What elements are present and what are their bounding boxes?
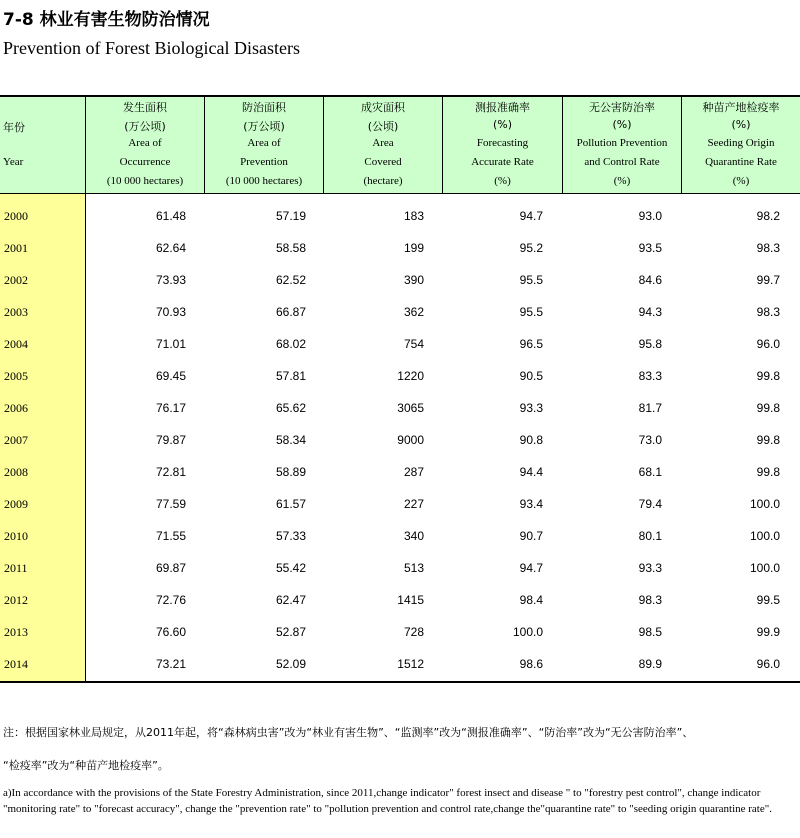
column-header-line: 无公害防治率 — [589, 101, 655, 114]
table-row — [0, 420, 800, 452]
column-header-4 — [442, 97, 562, 193]
value-cell: 98.3 — [756, 241, 780, 255]
value-cell: 73.0 — [638, 433, 662, 447]
value-cell: 68.02 — [275, 337, 306, 351]
value-cell: 94.7 — [519, 561, 543, 575]
value-cell: 61.57 — [275, 497, 306, 511]
column-header-line: (万公顷) — [124, 120, 166, 133]
value-cell: 98.5 — [638, 625, 662, 639]
column-header-line: 成灾面积 — [361, 101, 405, 114]
value-cell: 99.5 — [756, 593, 780, 607]
value-cell: 1512 — [397, 657, 424, 671]
column-header-line: (万公顷) — [243, 120, 285, 133]
table-row — [0, 612, 800, 644]
value-cell: 93.3 — [638, 561, 662, 575]
table-row — [0, 548, 800, 580]
value-cell: 57.19 — [275, 209, 306, 223]
value-cell: 93.0 — [638, 209, 662, 223]
value-cell: 69.45 — [155, 369, 186, 383]
value-cell: 1415 — [397, 593, 424, 607]
column-header-line: Seeding Origin — [707, 137, 775, 149]
table-row — [0, 324, 800, 356]
column-header-line: Area — [372, 137, 394, 149]
year-header-cn: 年份 — [3, 121, 25, 134]
value-cell: 95.8 — [638, 337, 662, 351]
value-cell: 390 — [403, 273, 424, 287]
value-cell: 340 — [403, 529, 424, 543]
column-header-line: (%) — [732, 175, 750, 187]
value-cell: 90.7 — [519, 529, 543, 543]
value-cell: 90.8 — [519, 433, 543, 447]
column-header-line: 防治面积 — [242, 101, 286, 114]
column-header-3 — [323, 97, 442, 193]
column-header-line: Quarantine Rate — [705, 156, 777, 168]
value-cell: 99.8 — [756, 369, 780, 383]
value-cell: 68.1 — [638, 465, 662, 479]
value-cell: 57.33 — [275, 529, 306, 543]
value-cell: 58.58 — [275, 241, 306, 255]
table-row — [0, 260, 800, 292]
value-cell: 70.93 — [155, 305, 186, 319]
value-cell: 52.87 — [275, 625, 306, 639]
column-header-line: (%) — [494, 175, 511, 187]
value-cell: 62.64 — [155, 241, 186, 255]
column-header-line: 发生面积 — [123, 101, 167, 114]
column-header-line: 测报准确率 — [475, 101, 530, 114]
value-cell: 183 — [403, 209, 424, 223]
value-cell: 93.4 — [519, 497, 543, 511]
value-cell: 80.1 — [638, 529, 662, 543]
value-cell: 71.55 — [155, 529, 186, 543]
value-cell: 93.5 — [638, 241, 662, 255]
year-cell: 2007 — [4, 433, 28, 447]
table-row — [0, 228, 800, 260]
value-cell: 76.17 — [155, 401, 186, 415]
value-cell: 76.60 — [155, 625, 186, 639]
value-cell: 90.5 — [519, 369, 543, 383]
year-cell: 2008 — [4, 465, 28, 479]
value-cell: 77.59 — [155, 497, 186, 511]
table-header — [0, 97, 800, 194]
value-cell: 96.0 — [756, 337, 780, 351]
value-cell: 227 — [403, 497, 424, 511]
value-cell: 69.87 — [155, 561, 186, 575]
value-cell: 754 — [403, 337, 424, 351]
value-cell: 98.4 — [519, 593, 543, 607]
value-cell: 62.52 — [275, 273, 306, 287]
value-cell: 96.5 — [519, 337, 543, 351]
value-cell: 89.9 — [638, 657, 662, 671]
year-cell: 2005 — [4, 369, 28, 383]
value-cell: 98.6 — [519, 657, 543, 671]
value-cell: 72.81 — [155, 465, 186, 479]
page-title-cn: 7-8 林业有害生物防治情况 — [3, 10, 210, 30]
value-cell: 100.0 — [749, 529, 780, 543]
column-header-line: (hectare) — [363, 175, 403, 187]
value-cell: 1220 — [397, 369, 424, 383]
year-cell: 2010 — [4, 529, 28, 543]
value-cell: 513 — [403, 561, 424, 575]
year-cell: 2002 — [4, 273, 28, 287]
year-cell: 2009 — [4, 497, 28, 511]
column-header-line: 种苗产地检疫率 — [702, 101, 780, 114]
column-header-line: (10 000 hectares) — [106, 175, 184, 187]
table-row — [0, 580, 800, 612]
column-header-5 — [562, 97, 681, 193]
value-cell: 199 — [403, 241, 424, 255]
table-row — [0, 516, 800, 548]
value-cell: 57.81 — [275, 369, 306, 383]
value-cell: 73.21 — [155, 657, 186, 671]
value-cell: 79.4 — [638, 497, 662, 511]
column-header-line: Covered — [364, 156, 402, 168]
column-header-line: (%) — [492, 118, 513, 131]
value-cell: 84.6 — [638, 273, 662, 287]
year-cell: 2004 — [4, 337, 28, 351]
value-cell: 3065 — [397, 401, 424, 415]
value-cell: 62.47 — [275, 593, 306, 607]
value-cell: 9000 — [397, 433, 424, 447]
year-cell: 2014 — [4, 657, 28, 671]
value-cell: 362 — [403, 305, 424, 319]
value-cell: 81.7 — [638, 401, 662, 415]
value-cell: 73.93 — [155, 273, 186, 287]
column-header-line: Accurate Rate — [471, 156, 534, 168]
table-row — [0, 388, 800, 420]
value-cell: 287 — [403, 465, 424, 479]
year-cell: 2000 — [4, 209, 28, 223]
page-title-en: Prevention of Forest Biological Disasters — [3, 38, 300, 58]
column-header-line: Area of — [128, 137, 162, 149]
note-cn-line2: “检疫率”改为“种苗产地检疫率”。 — [3, 759, 169, 772]
value-cell: 52.09 — [275, 657, 306, 671]
value-cell: 99.8 — [756, 465, 780, 479]
column-header-line: Pollution Prevention — [576, 137, 668, 149]
value-cell: 100.0 — [749, 497, 780, 511]
value-cell: 55.42 — [275, 561, 306, 575]
value-cell: 79.87 — [155, 433, 186, 447]
value-cell: 72.76 — [155, 593, 186, 607]
value-cell: 95.5 — [519, 273, 543, 287]
column-header-line: Forecasting — [476, 137, 529, 149]
year-cell: 2003 — [4, 305, 28, 319]
value-cell: 94.7 — [519, 209, 543, 223]
column-header-line: and Control Rate — [584, 156, 660, 168]
value-cell: 58.34 — [275, 433, 306, 447]
year-cell: 2006 — [4, 401, 28, 415]
year-header-en: Year — [3, 156, 24, 168]
value-cell: 99.8 — [756, 401, 780, 415]
column-header-line: (10 000 hectares) — [225, 175, 303, 187]
note-cn-line1: 注：根据国家林业局规定，从2011年起，将“森林病虫害”改为“林业有害生物”、“监测率”改为“测报准确率”、“防治率”改为“无公害防治率”、 — [3, 726, 694, 739]
year-cell: 2013 — [4, 625, 28, 639]
value-cell: 98.3 — [638, 593, 662, 607]
value-cell: 94.4 — [519, 465, 543, 479]
value-cell: 83.3 — [638, 369, 662, 383]
year-cell: 2012 — [4, 593, 28, 607]
value-cell: 99.9 — [756, 625, 780, 639]
table-row — [0, 292, 800, 324]
value-cell: 99.7 — [756, 273, 780, 287]
value-cell: 95.2 — [519, 241, 543, 255]
value-cell: 95.5 — [519, 305, 543, 319]
value-cell: 61.48 — [155, 209, 186, 223]
table-row — [0, 484, 800, 516]
column-header-1 — [85, 97, 204, 193]
column-header-6 — [681, 97, 800, 193]
table-bottom-rule — [0, 681, 800, 683]
value-cell: 96.0 — [756, 657, 780, 671]
value-cell: 100.0 — [512, 625, 543, 639]
column-header-line: Area of — [247, 137, 281, 149]
value-cell: 93.3 — [519, 401, 543, 415]
column-header-line: (%) — [612, 118, 632, 131]
note-en: a)In accordance with the provisions of the State Forestry Administration, since 2011,change indicator" forest insect and disease " to "forestry pest control", change indicator "monitoring rate" to "forecast accuracy", change the "prevention rate" to "pollution prevention and control rate,change the"quarantine rate" to "seeding origin quarantine rate". — [3, 787, 772, 815]
value-cell: 100.0 — [749, 561, 780, 575]
year-cell: 2001 — [4, 241, 28, 255]
value-cell: 66.87 — [275, 305, 306, 319]
table-row — [0, 644, 800, 676]
value-cell: 65.62 — [275, 401, 306, 415]
column-header-2 — [204, 97, 323, 193]
column-header-line: (%) — [731, 118, 751, 131]
value-cell: 98.3 — [756, 305, 780, 319]
value-cell: 58.89 — [275, 465, 306, 479]
table-row — [0, 356, 800, 388]
value-cell: 99.8 — [756, 433, 780, 447]
value-cell: 728 — [403, 625, 424, 639]
table-row — [0, 196, 800, 228]
column-header-line: (公顷) — [367, 120, 399, 133]
column-header-line: (%) — [613, 175, 631, 187]
table-row — [0, 452, 800, 484]
column-header-line: Prevention — [240, 156, 288, 168]
year-cell: 2011 — [4, 561, 28, 575]
value-cell: 94.3 — [638, 305, 662, 319]
value-cell: 98.2 — [756, 209, 780, 223]
value-cell: 71.01 — [155, 337, 186, 351]
column-header-line: Occurrence — [119, 156, 171, 168]
